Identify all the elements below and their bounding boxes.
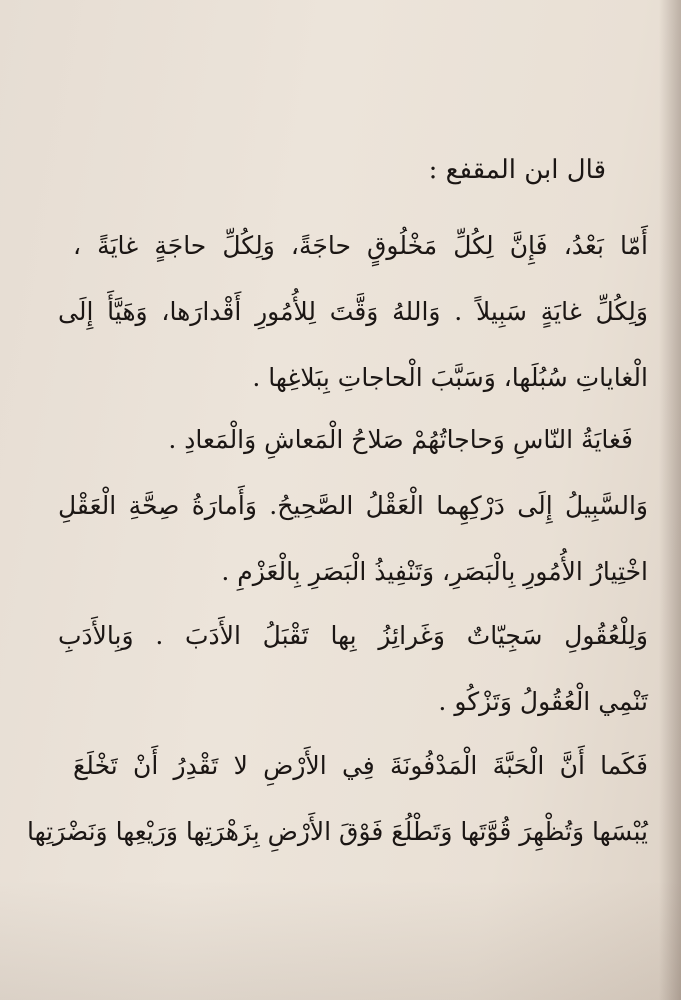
page-bottom-shade	[0, 880, 681, 1000]
text-line-10: يُبْسَها وَتُظْهِرَ قُوَّتَها وَتَطْلُعَ فَوْقَ الأَرْضِ بِزَهْرَتِها وَرَيْعِها وَنَضْرَتِها	[27, 817, 648, 846]
text-line-3: الْغاياتِ سُبُلَها، وَسَبَّبَ الْحاجاتِ بِبَلاغِها .	[252, 363, 648, 392]
text-line-5: وَالسَّبِيلُ إِلَى دَرْكِهِما الْعَقْلُ الصَّحِيحُ. وَأَمارَةُ صِحَّةِ الْعَقْلِ	[58, 491, 648, 520]
text-line-8: تَنْمِي الْعُقُولُ وَتَزْكُو .	[438, 687, 648, 716]
page-edge-shadow	[659, 0, 681, 1000]
text-line-6: اخْتِيارُ الأُمُورِ بِالْبَصَرِ، وَتَنْفِيذُ الْبَصَرِ بِالْعَزْمِ .	[221, 557, 648, 586]
text-line-4: فَغايَةُ النّاسِ وَحاجاتُهُمْ صَلاحُ الْمَعاشِ وَالْمَعادِ .	[168, 425, 633, 454]
page-heading: قال ابن المقفع :	[428, 155, 606, 185]
text-line-9: فَكَما أَنَّ الْحَبَّةَ الْمَدْفُونَةَ فِي الأَرْضِ لا تَقْدِرُ أَنْ تَخْلَعَ	[73, 751, 648, 780]
text-line-7: وَلِلْعُقُولِ سَجِيّاتٌ وَغَرائِزُ بِها تَقْبَلُ الأَدَبَ . وَبِالأَدَبِ	[58, 621, 648, 650]
text-line-2: وَلِكُلِّ غايَةٍ سَبِيلاً . وَاللهُ وَقَّتَ لِلأُمُورِ أَقْدارَها، وَهَيَّأَ إِلَى	[58, 297, 648, 326]
text-line-1: أَمّا بَعْدُ، فَإِنَّ لِكُلِّ مَخْلُوقٍ حاجَةً، وَلِكُلِّ حاجَةٍ غايَةً ،	[73, 231, 649, 260]
